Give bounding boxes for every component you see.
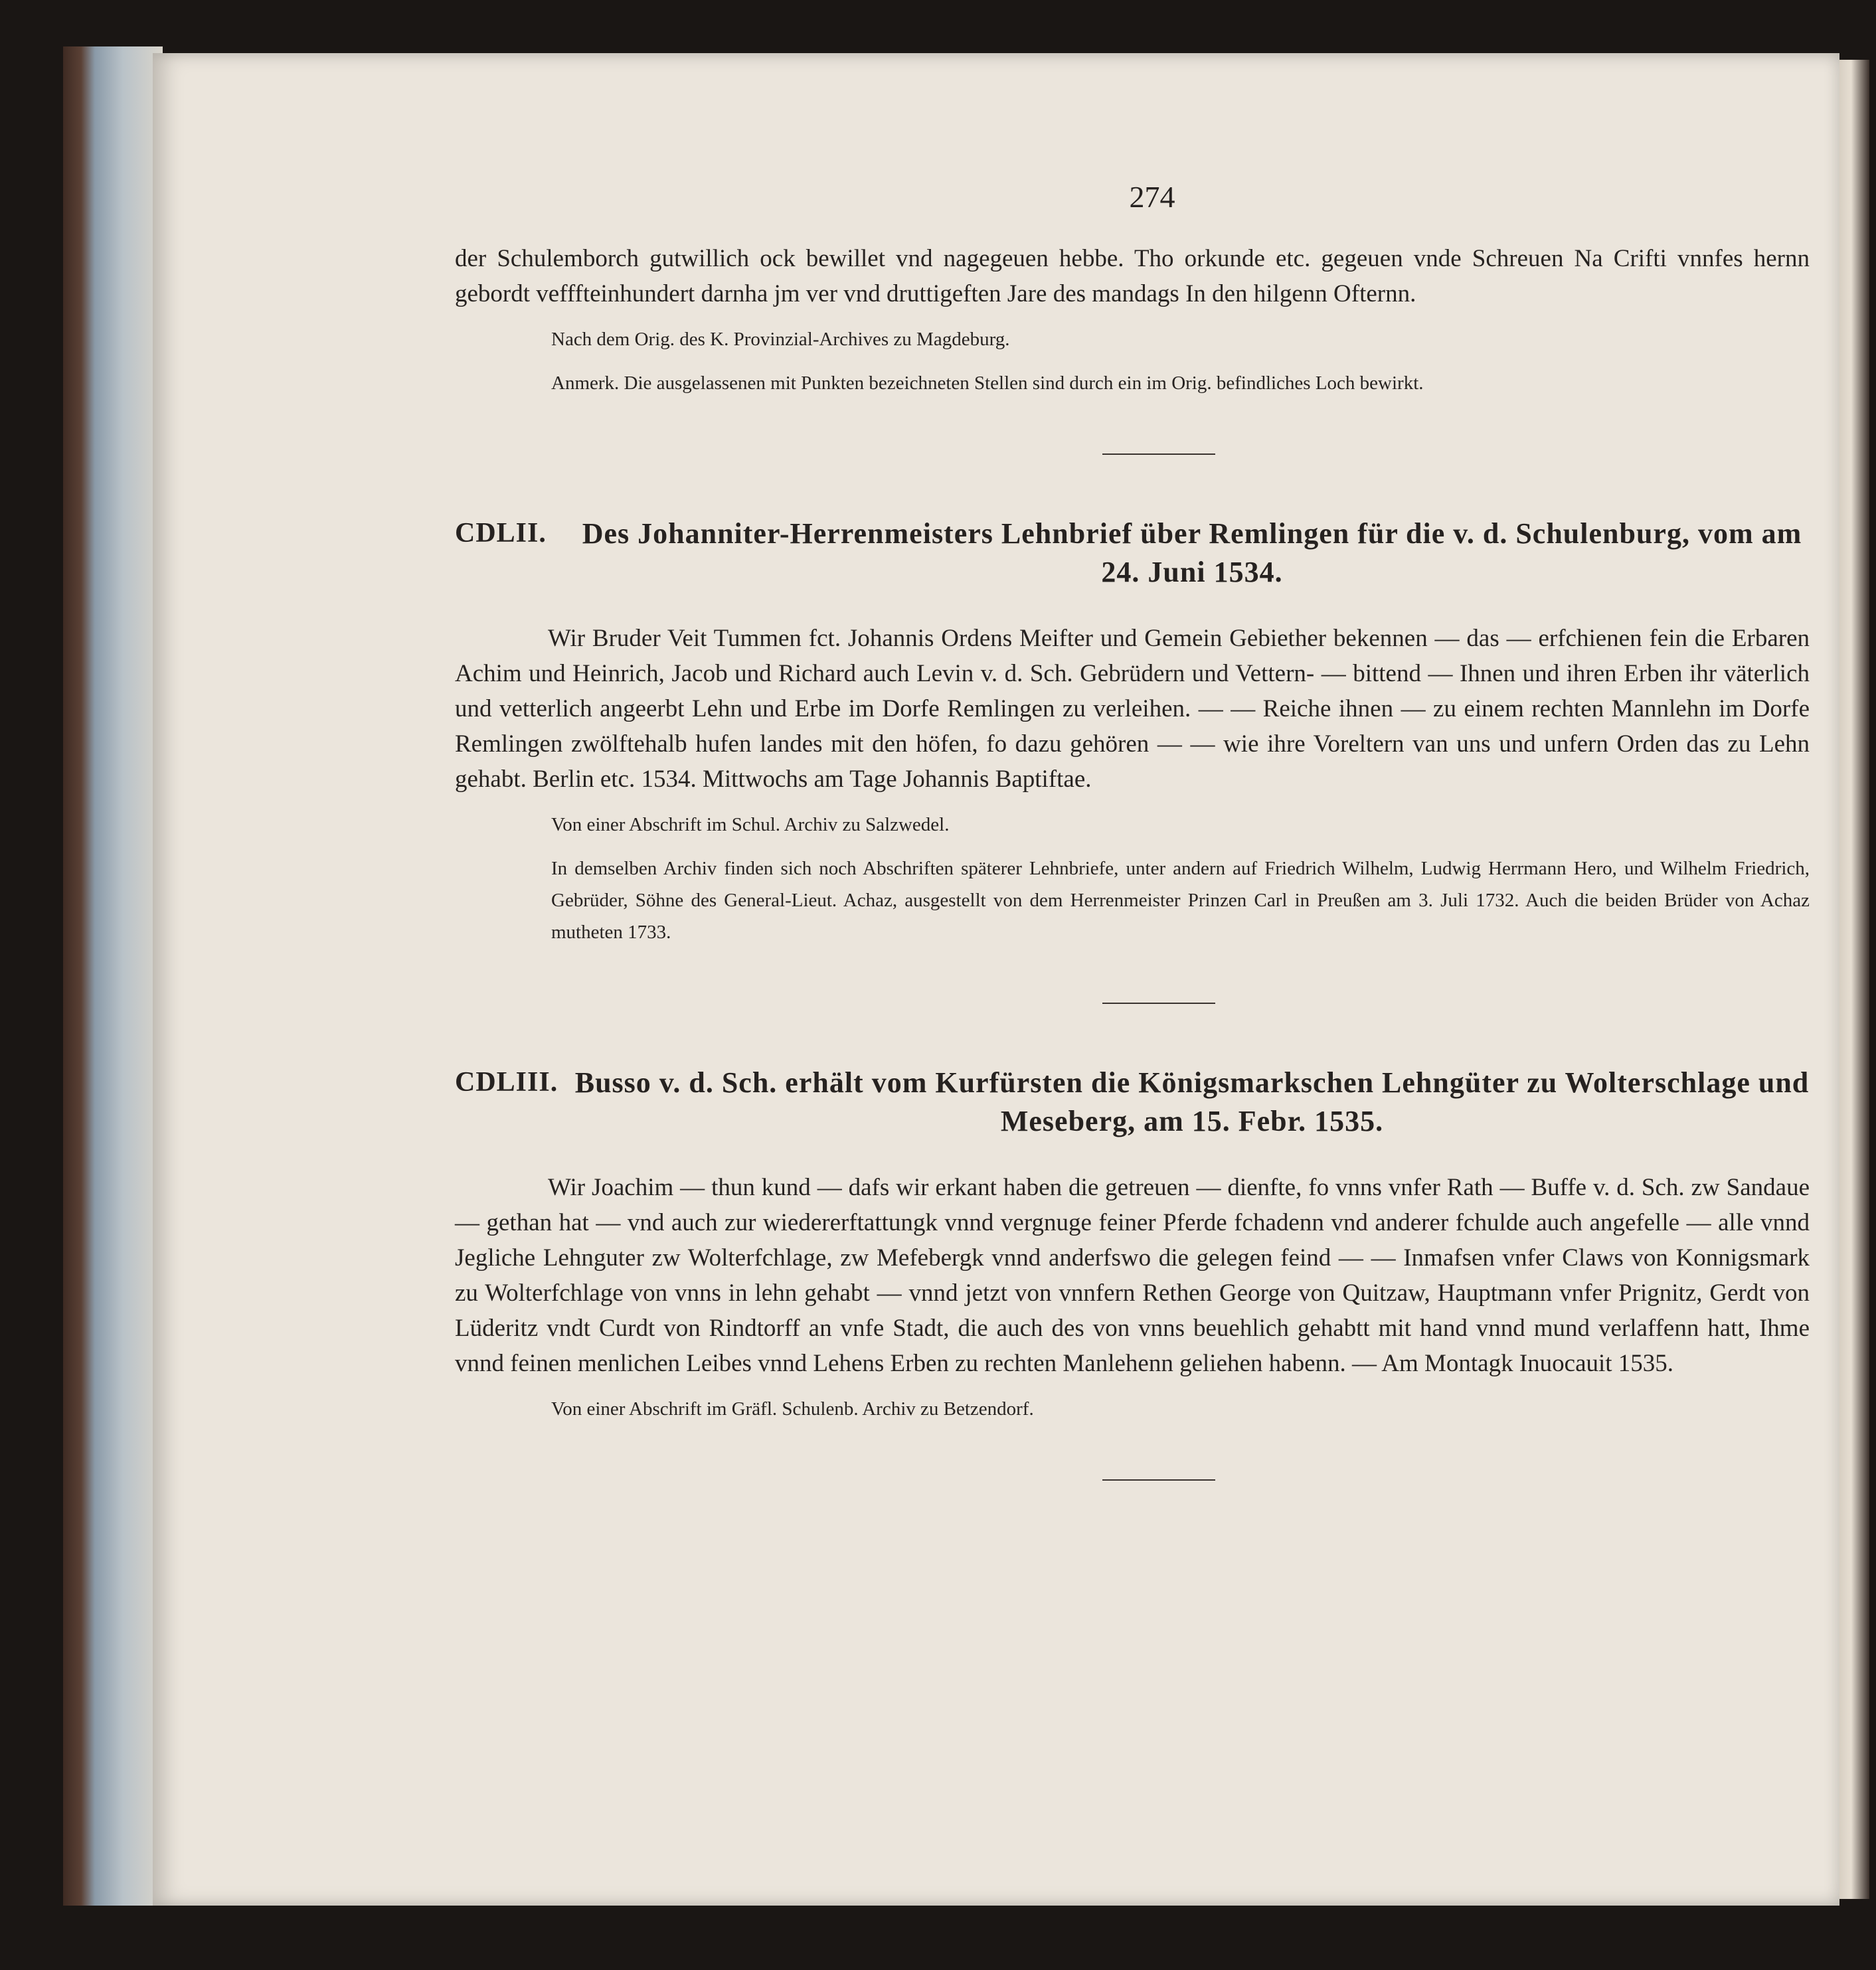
document-heading [455,515,1810,592]
source-note: Von einer Abschrift im Schul. Archiv zu Salzwedel. [551,814,950,835]
section-divider [1102,453,1215,455]
book-page-edges-left [63,46,163,1906]
document-heading [455,1064,1810,1141]
section-divider [1102,1003,1215,1004]
remark-note: Anmerk. Die ausgelassenen mit Punkten bezeichneten Stellen sind durch ein im Orig. befindliches Loch bewirkt. [551,372,1424,394]
document-title: Busso v. d. Sch. erhält vom Kurfürsten die Königsmarkschen Lehngüter zu Wolterschlage und Meseberg, am 15. Febr. 1535. [574,1066,1810,1137]
document-number: CDLIII. [455,1067,558,1098]
document-cdliii [455,1064,1810,1425]
continued-text: der Schulemborch gutwillich ock bewillet vnd nagegeuen hebbe. Tho orkunde etc. gegeuen vnde Schreuen Na Crifti vnnfes hernn gebordt vefffteinhundert darnha jm ver vnd druttigeften Jare des mandags In den hilgenn Ofternn. [455,245,1810,307]
document-cdlii [455,515,1810,948]
document-title: Des Johanniter-Herrenmeisters Lehnbrief über Remlingen für die v. d. Schulenburg, vom am 24. Juni 1534. [582,517,1802,588]
document-body: Wir Bruder Veit Tummen fct. Johannis Ordens Meifter und Gemein Gebiether bekennen — das — erfchienen fein die Erbaren Achim und Heinrich, Jacob und Richard auch Levin v. d. Sch. Gebrüdern und Vettern- — bittend — Ihnen und ihren Erben ihr väterlich und vetterlich angeerbt Lehn und Erbe im Dorfe Remlingen zu verleihen. — — Reiche ihnen — zu einem rechten Mannlehn im Dorfe Remlingen zwölftehalb hufen landes mit den höfen, fo dazu gehören — — wie ihre Voreltern van uns und unfern Orden das zu Lehn gehabt. Berlin etc. 1534. Mittwochs am Tage Johannis Baptiftae. [455,625,1810,793]
document-body: Wir Joachim — thun kund — dafs wir erkant haben die getreuen — dienfte, fo vnns vnfer Rath — Buffe v. d. Sch. zw Sandaue — gethan hat — vnd auch zur wiedererftattungk vnnd vergnuge feiner Pferde fchadenn vnd anderer fchulde auch angefelle — alle vnnd Jegliche Lehnguter zw Wolterfchlage, zw Mefebergk vnnd anderfswo die gelegen feind — — Inmafsen vnfer Claws von Konnigsmark zu Wolterfchlage von vnns in lehn gehabt — vnnd jetzt von vnnfern Rethen George von Quitzaw, Hauptmann vnfer Prignitz, Gerdt von Lüderitz vndt Curdt von Rindtorff an vnfe Stadt, die auch des von vnns beuehlich gehabtt mit hand vnnd mund verlaffenn hatt, Ihme vnnd feinen menlichen Leibes vnnd Lehens Erben zu rechten Manlehenn geliehen habenn. — Am Montagk Inuocauit 1535. [455,1174,1810,1377]
book-page [153,53,1839,1906]
source-note: Nach dem Orig. des K. Provinzial-Archives zu Magdeburg. [551,329,1010,350]
source-note: Von einer Abschrift im Gräfl. Schulenb. Archiv zu Betzendorf. [551,1398,1034,1420]
page-number: 274 [1129,180,1175,214]
remark-note: In demselben Archiv finden sich noch Abschriften späterer Lehnbriefe, unter andern auf Friedrich Wilhelm, Ludwig Herrmann Hero, und Wilhelm Friedrich, Gebrüder, Söhne des General-Lieut. Achaz, ausgestellt von dem Herrenmeister Prinzen Carl in Preußen am 3. Juli 1732. Auch die beiden Brüder von Achaz mutheten 1733. [551,858,1810,943]
document-number: CDLII. [455,518,547,548]
text-column [455,179,1810,1540]
section-divider [1102,1479,1215,1481]
